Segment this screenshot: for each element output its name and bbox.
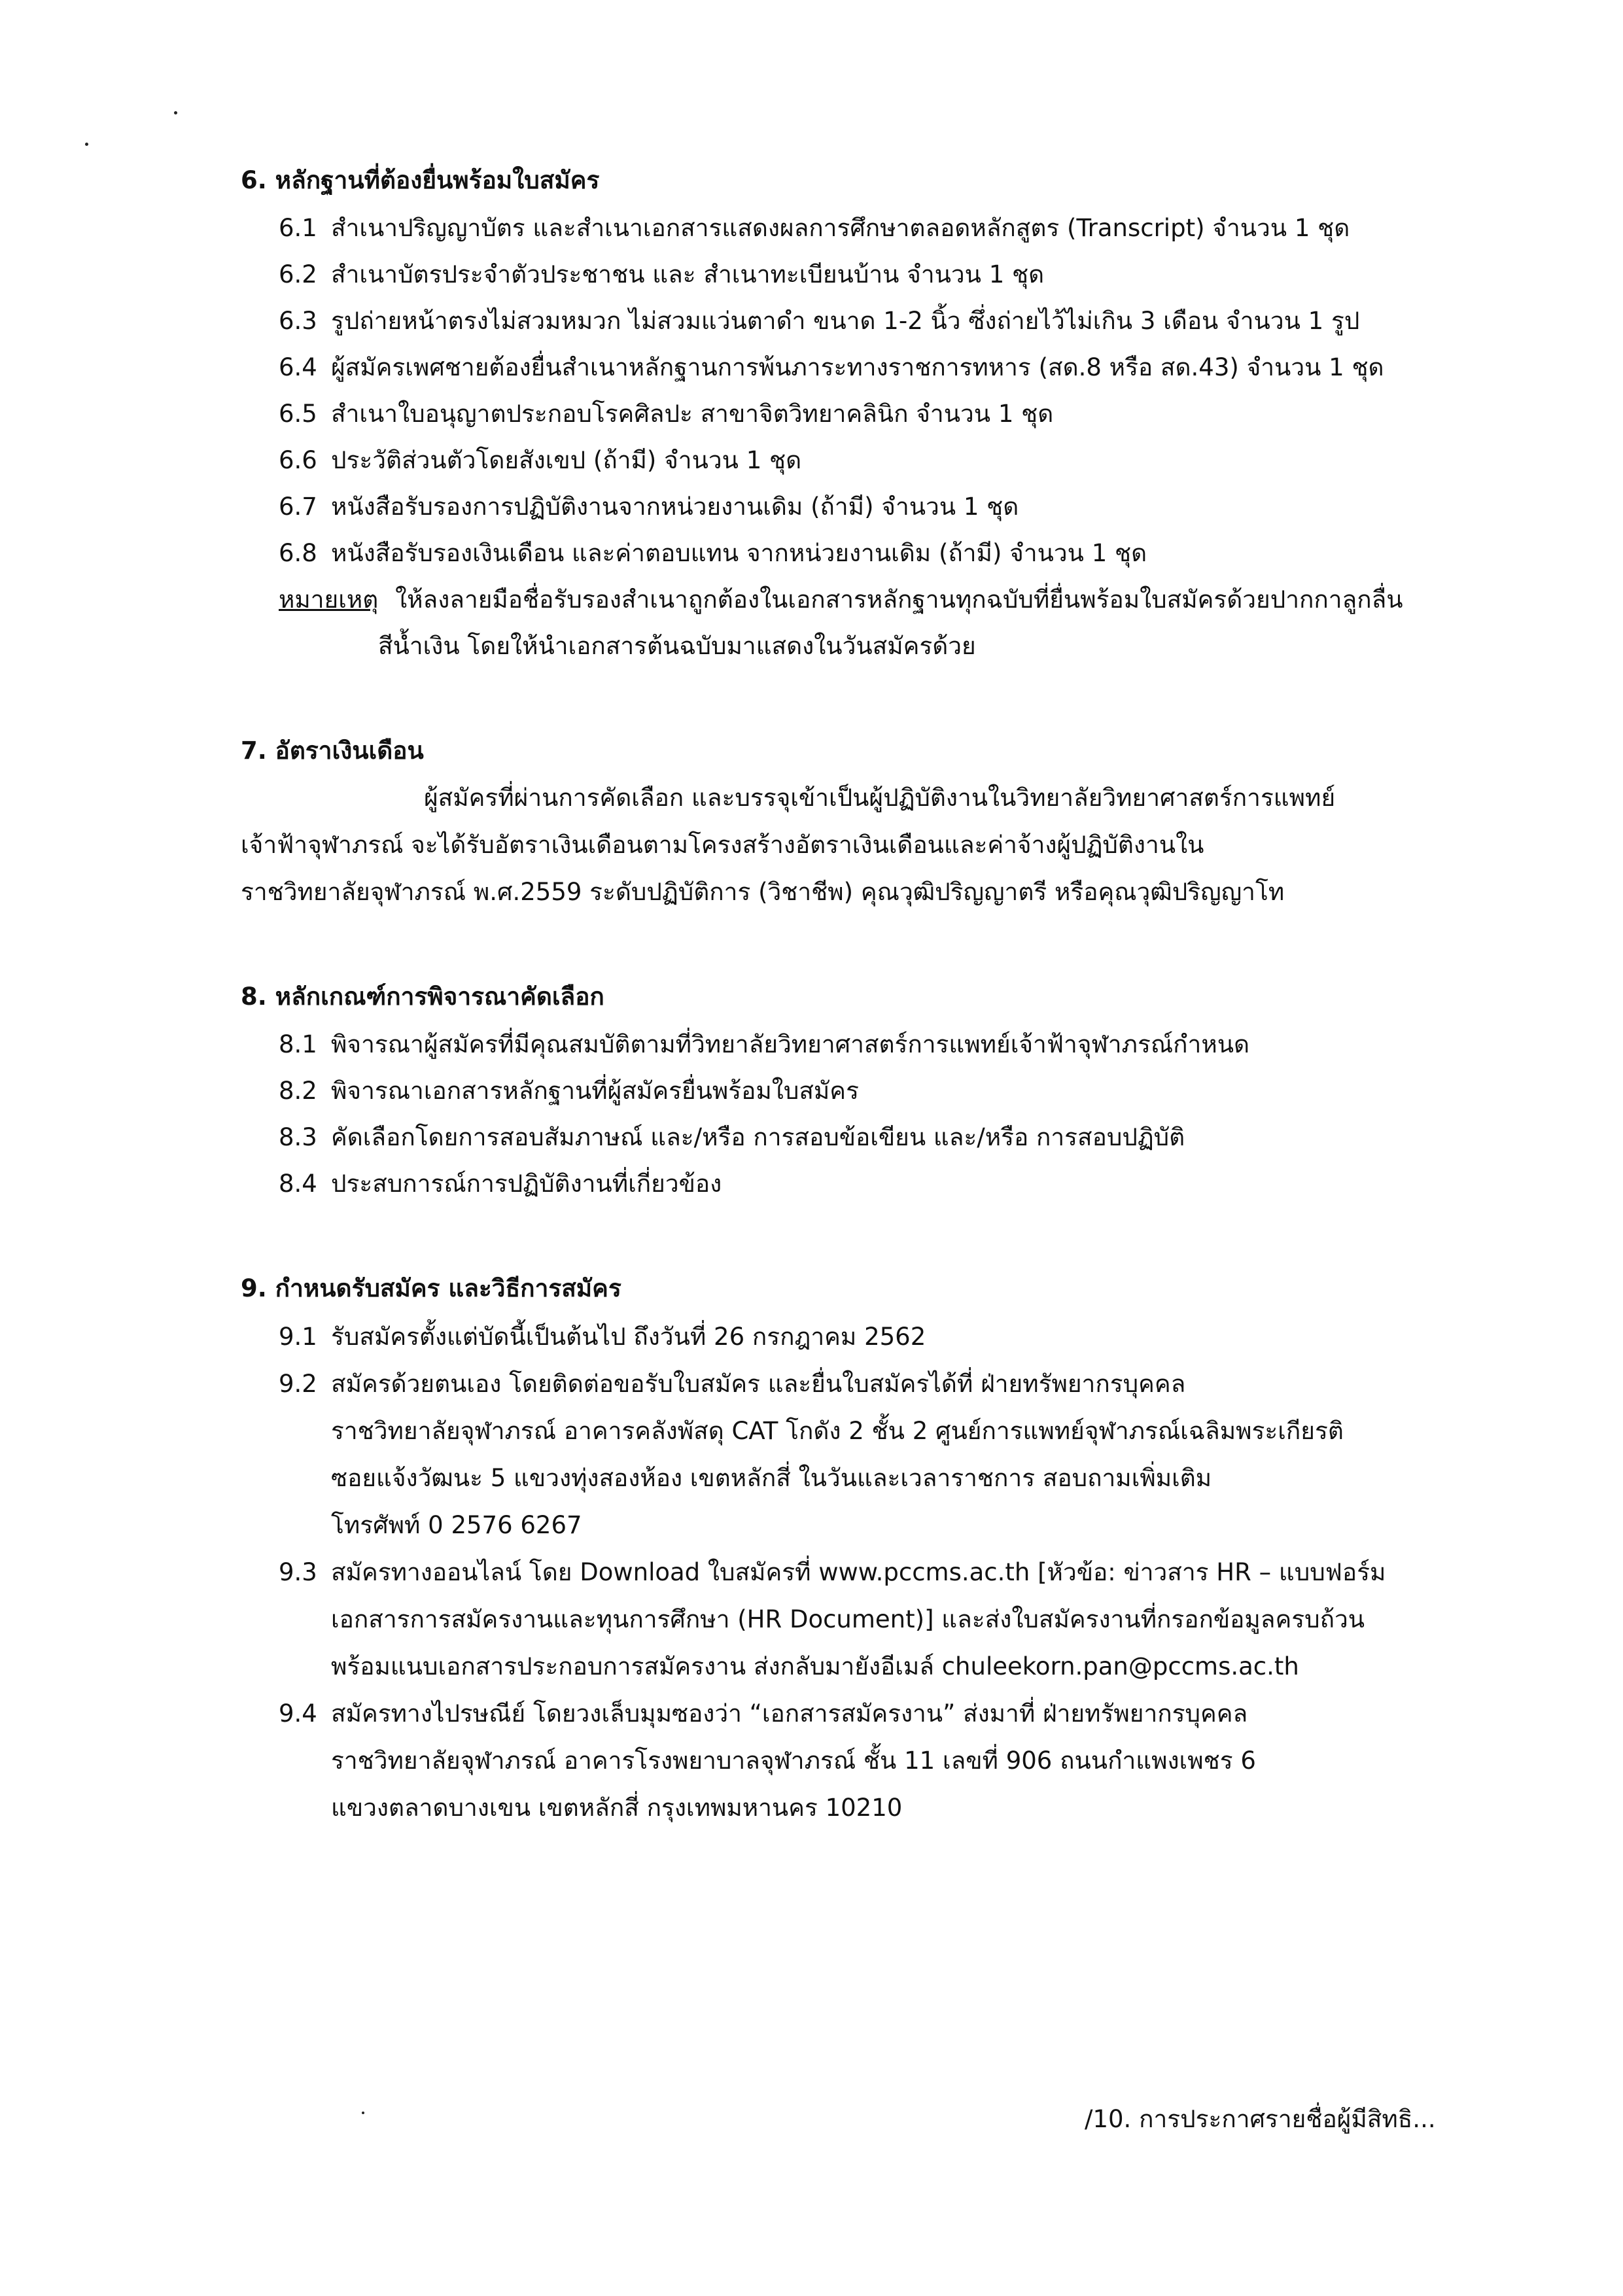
item-text: สำเนาปริญญาบัตร และสำเนาเอกสารแสดงผลการศึกษาตลอดหลักสูตร (Transcript) จำนวน 1 ชุด <box>331 214 1350 242</box>
item-number: 9.4 <box>279 1699 317 1728</box>
item-number: 6.8 <box>279 539 317 567</box>
item-text: ราชวิทยาลัยจุฬาภรณ์ อาคารโรงพยาบาลจุฬาภรณ์ ชั้น 11 เลขที่ 906 ถนนกำแพงเพชร 6 <box>331 1747 1256 1775</box>
item-number: 6.3 <box>279 307 317 335</box>
scan-speck <box>362 2112 364 2114</box>
list-item <box>279 260 1044 289</box>
item-number: 8.1 <box>279 1030 317 1058</box>
list-item <box>279 1323 926 1351</box>
item-text: ซอยแจ้งวัฒนะ 5 แขวงทุ่งสองห้อง เขตหลักสี่ ในวันและเวลาราชการ สอบถามเพิ่มเติม <box>331 1464 1212 1492</box>
note <box>279 585 1403 614</box>
section-8-title: 8. หลักเกณฑ์การพิจารณาคัดเลือก <box>241 983 604 1011</box>
item-text: เอกสารการสมัครงานและทุนการศึกษา (HR Document)] และส่งใบสมัครงานที่กรอกข้อมูลครบถ้วน <box>331 1605 1365 1633</box>
note-continuation: สีน้ำเงิน โดยให้นำเอกสารต้นฉบับมาแสดงในวันสมัครด้วย <box>378 632 976 660</box>
list-item <box>279 493 1019 521</box>
item-text: หนังสือรับรองการปฏิบัติงานจากหน่วยงานเดิม (ถ้ามี) จำนวน 1 ชุด <box>331 493 1019 521</box>
page-continuation-footer: /10. การประกาศรายชื่อผู้มีสิทธิ... <box>1085 2105 1436 2133</box>
item-number: 8.4 <box>279 1170 317 1198</box>
paragraph-line: ราชวิทยาลัยจุฬาภรณ์ พ.ศ.2559 ระดับปฏิบัติการ (วิชาชีพ) คุณวุฒิปริญญาตรี หรือคุณวุฒิปริญญาโท <box>241 878 1285 906</box>
item-text: หนังสือรับรองเงินเดือน และค่าตอบแทน จากหน่วยงานเดิม (ถ้ามี) จำนวน 1 ชุด <box>331 539 1147 567</box>
item-text: สมัครด้วยตนเอง โดยติดต่อขอรับใบสมัคร และยื่นใบสมัครได้ที่ ฝ่ายทรัพยากรบุคคล <box>331 1370 1186 1398</box>
item-text: แขวงตลาดบางเขน เขตหลักสี่ กรุงเทพมหานคร 10210 <box>331 1794 903 1822</box>
list-item <box>279 1077 859 1105</box>
item-text: ราชวิทยาลัยจุฬาภรณ์ อาคารคลังพัสดุ CAT โกดัง 2 ชั้น 2 ศูนย์การแพทย์จุฬาภรณ์เฉลิมพระเกียรติ <box>331 1417 1344 1445</box>
item-number: 6.7 <box>279 493 317 521</box>
item-text: ผู้สมัครเพศชายต้องยื่นสำเนาหลักฐานการพ้นภาระทางราชการทหาร (สด.8 หรือ สด.43) จำนวน 1 ชุด <box>331 353 1384 381</box>
note-label: หมายเหตุ <box>279 585 379 614</box>
item-text: ประวัติส่วนตัวโดยสังเขป (ถ้ามี) จำนวน 1 ชุด <box>331 446 802 474</box>
item-text: รับสมัครตั้งแต่บัดนี้เป็นต้นไป ถึงวันที่ 26 กรกฎาคม 2562 <box>331 1323 926 1351</box>
list-item <box>279 1030 1249 1059</box>
item-text: คัดเลือกโดยการสอบสัมภาษณ์ และ/หรือ การสอบข้อเขียน และ/หรือ การสอบปฏิบัติ <box>331 1123 1185 1151</box>
section-9-title: 9. กำหนดรับสมัคร และวิธีการสมัคร <box>241 1274 621 1302</box>
item-text: สำเนาบัตรประจำตัวประชาชน และ สำเนาทะเบียนบ้าน จำนวน 1 ชุด <box>331 260 1045 288</box>
note-text: ให้ลงลายมือชื่อรับรองสำเนาถูกต้องในเอกสารหลักฐานทุกฉบับที่ยื่นพร้อมใบสมัครด้วยปากกาลูกลื่น <box>395 585 1403 614</box>
item-text: สมัครทางไปรษณีย์ โดยวงเล็บมุมซองว่า “เอกสารสมัครงาน” ส่งมาที่ ฝ่ายทรัพยากรบุคคล <box>331 1699 1248 1728</box>
section-7-title: 7. อัตราเงินเดือน <box>241 737 424 765</box>
item-number: 9.2 <box>279 1370 317 1398</box>
scan-speck <box>174 111 177 114</box>
item-text: พิจารณาผู้สมัครที่มีคุณสมบัติตามที่วิทยาลัยวิทยาศาสตร์การแพทย์เจ้าฟ้าจุฬาภรณ์กำหนด <box>331 1030 1250 1058</box>
item-text: โทรศัพท์ 0 2576 6267 <box>331 1511 582 1539</box>
item-text: พร้อมแนบเอกสารประกอบการสมัครงาน ส่งกลับมายังอีเมล์ chuleekorn.pan@pccms.ac.th <box>331 1652 1299 1680</box>
item-number: 9.3 <box>279 1558 317 1586</box>
list-item <box>279 353 1384 382</box>
list-item <box>279 1123 1185 1152</box>
list-item <box>279 400 1053 428</box>
item-number: 8.2 <box>279 1077 317 1105</box>
item-number: 8.3 <box>279 1123 317 1151</box>
item-number: 6.1 <box>279 214 317 242</box>
item-number: 6.6 <box>279 446 317 474</box>
paragraph-line: ผู้สมัครที่ผ่านการคัดเลือก และบรรจุเข้าเป็นผู้ปฏิบัติงานในวิทยาลัยวิทยาศาสตร์การแพทย์ <box>424 784 1336 812</box>
item-text: ประสบการณ์การปฏิบัติงานที่เกี่ยวข้อง <box>331 1170 722 1198</box>
section-6-title: 6. หลักฐานที่ต้องยื่นพร้อมใบสมัคร <box>241 166 600 194</box>
list-item <box>279 539 1147 568</box>
list-item <box>279 214 1350 243</box>
list-item <box>279 307 1359 336</box>
list-item <box>279 446 801 475</box>
item-text: สมัครทางออนไลน์ โดย Download ใบสมัครที่ www.pccms.ac.th [หัวข้อ: ข่าวสาร HR – แบบฟอร์ม <box>331 1558 1386 1586</box>
item-text: สำเนาใบอนุญาตประกอบโรคศิลปะ สาขาจิตวิทยาคลินิก จำนวน 1 ชุด <box>331 400 1054 428</box>
item-number: 6.5 <box>279 400 317 428</box>
item-number: 9.1 <box>279 1323 317 1351</box>
list-item <box>279 1170 722 1198</box>
item-text: รูปถ่ายหน้าตรงไม่สวมหมวก ไม่สวมแว่นตาดำ ขนาด 1-2 นิ้ว ซึ่งถ่ายไว้ไม่เกิน 3 เดือน จำนวน 1 รูป <box>331 307 1360 335</box>
scan-speck <box>85 143 88 146</box>
item-text: พิจารณาเอกสารหลักฐานที่ผู้สมัครยื่นพร้อมใบสมัคร <box>331 1077 859 1105</box>
paragraph-line: เจ้าฟ้าจุฬาภรณ์ จะได้รับอัตราเงินเดือนตามโครงสร้างอัตราเงินเดือนและค่าจ้างผู้ปฏิบัติงานใน <box>241 831 1204 859</box>
item-number: 6.2 <box>279 260 317 288</box>
item-number: 6.4 <box>279 353 317 381</box>
